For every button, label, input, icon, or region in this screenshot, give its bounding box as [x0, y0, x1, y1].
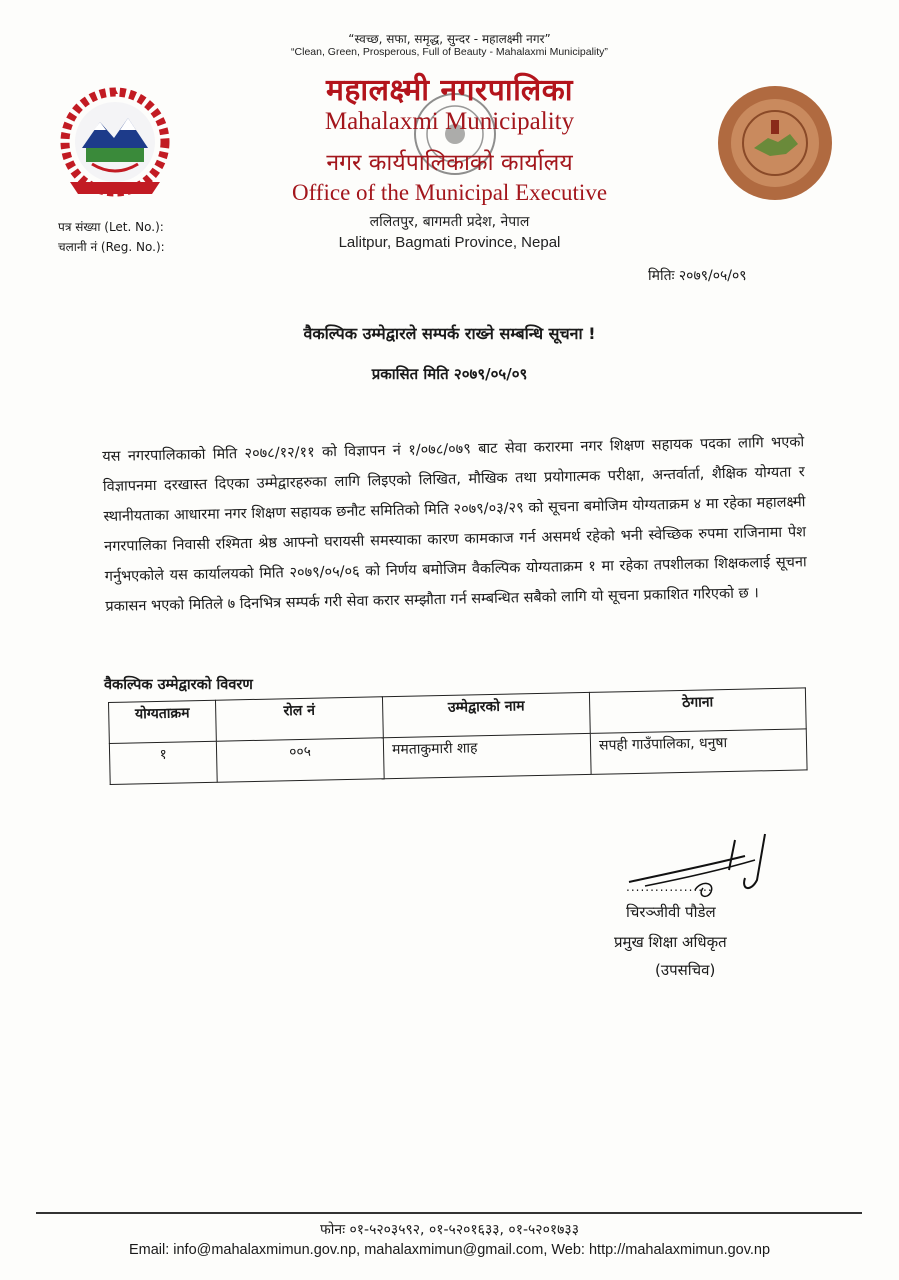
org-name-nepali: महालक्ष्मी नगरपालिका: [325, 73, 574, 108]
notice-body: यस नगरपालिकाको मिति २०७८/१२/११ को विज्ञापन नं १/०७८/०७९ बाट सेवा करारमा नगर शिक्षण सहायक पदका लागि भएको विज्ञापनमा दरखास्त दिएका उम्मेद्वारहरुका लागि लिइएको लिखित, मौखिक तथा प्रयोगात्मक परीक्षा, अन्तर्वार्ता, शैक्षिक योग्यता र स्थानीयताका आधारमा नगर शिक्षण सहायक छनौट समितिको मिति २०७९/०३/२९ को सूचना बमोजिम योग्यताक्रम ४ मा रहेका महालक्ष्मी नगरपालिका निवासी रश्मिता श्रेष्ठ आफ्नो घरायसी समस्याका कारण कामकाज गर्न असमर्थ रहेको भनी स्वेच्छिक रुपमा राजिनामा पेश गर्नुभएकोले यस कार्यालयको मिति २०७९/०५/०६ को निर्णय बमोजिम वैकल्पिक योग्यताक्रम १ मा रहेका तपशीलका शिक्षकलाई सूचना प्रकासन भएको मितिले ७ दिनभित्र सम्पर्क गरी सेवा करार सम्झौता गर्न सम्बन्धित सबैको लागि यो सूचना प्रकाशित गरिएको छ ।: [102, 434, 807, 615]
handwritten-signature-icon: [625, 830, 785, 910]
slogan-nepali: “स्वच्छ, सफा, समृद्ध, सुन्दर - महालक्ष्मी नगर”: [348, 32, 551, 46]
published-date: प्रकासित मिति २०७९/०५/०९: [371, 365, 528, 383]
candidate-table: [108, 687, 808, 785]
column-header-candidate-name: उम्मेद्वारको नाम: [382, 692, 590, 737]
letter-date: मितिः २०७९/०५/०९: [648, 268, 747, 284]
slogan-english: “Clean, Green, Prosperous, Full of Beauty - Mahalaxmi Municipality”: [291, 46, 608, 58]
cell-rank: १: [109, 741, 217, 784]
letter-number-label: पत्र संख्या (Let. No.):: [58, 220, 164, 234]
org-name-english: Mahalaxmi Municipality: [324, 108, 575, 135]
signatory-name: चिरञ्जीवी पौडेल: [626, 903, 716, 921]
footer-divider: [36, 1212, 862, 1214]
office-name-nepali: नगर कार्यपालिकाको कार्यालय: [326, 150, 573, 176]
address-nepali: ललितपुर, बागमती प्रदेश, नेपाल: [369, 214, 530, 230]
cell-roll-no: ००५: [216, 738, 384, 782]
column-header-address: ठेगाना: [589, 688, 806, 734]
address-english: Lalitpur, Bagmati Province, Nepal: [338, 234, 561, 251]
table-title: वैकल्पिक उम्मेद्वारको विवरण: [104, 677, 253, 693]
notice-subject: वैकल्पिक उम्मेद्वारले सम्पर्क राख्ने सम्बन्धि सूचना !: [303, 324, 596, 343]
signatory-title: प्रमुख शिक्षा अधिकृत: [614, 933, 727, 951]
footer-contact: Email: info@mahalaxmimun.gov.np, mahalaxmimun@gmail.com, Web: http://mahalaxmimun.gov.np: [128, 1242, 771, 1258]
registration-number-label: चलानी नं (Reg. No.):: [58, 240, 165, 254]
column-header-roll-no: रोल नं: [215, 697, 383, 741]
cell-candidate-name: ममताकुमारी शाह: [383, 733, 591, 778]
office-name-english: Office of the Municipal Executive: [291, 180, 608, 205]
column-header-rank: योग्यताक्रम: [109, 700, 217, 743]
footer-phone: फोनः ०१-५२०३५९२, ०१-५२०१६३३, ०१-५२०१७३३: [320, 1222, 579, 1238]
signature-dotted-line: ..................: [626, 880, 713, 894]
cell-address: सपही गाउँपालिका, धनुषा: [590, 729, 807, 775]
signatory-rank: (उपसचिव): [655, 961, 716, 979]
